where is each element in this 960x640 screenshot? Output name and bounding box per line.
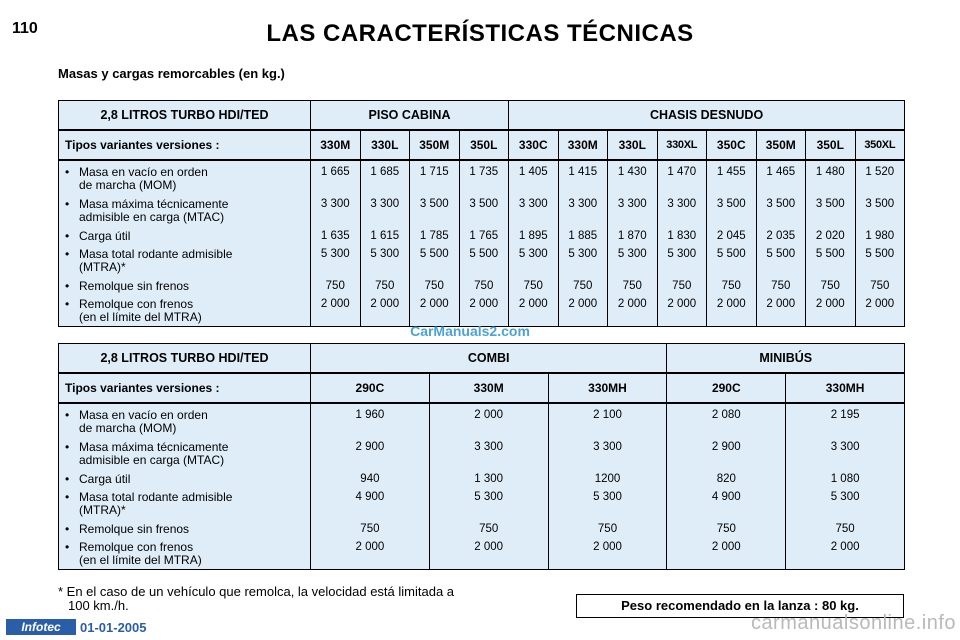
row-header: Tipos variantes versiones :	[59, 130, 311, 160]
column-header: 350L	[459, 130, 509, 160]
bullet-icon: •	[65, 408, 70, 422]
value-cell: 2 000	[865, 298, 895, 310]
group-header: MINIBÚS	[667, 344, 905, 374]
column-header: 350M	[756, 130, 806, 160]
value-cell: 750	[523, 280, 543, 292]
value-cell: 1 685	[370, 166, 400, 178]
row-label	[65, 491, 232, 517]
value-cell: 1 405	[518, 166, 548, 178]
column-header: 330M	[429, 373, 548, 403]
column-header: 330M	[558, 130, 608, 160]
table-body-row	[59, 160, 905, 327]
value-cell: 3 500	[419, 198, 449, 210]
bullet-icon: •	[65, 165, 70, 179]
value-cell: 3 300	[320, 198, 350, 210]
row-label	[65, 198, 228, 224]
column-header: 350C	[707, 130, 757, 160]
value-cell: 1 885	[568, 230, 598, 242]
value-cell: 2 000	[568, 298, 598, 310]
row-label-line: (en el límite del MTRA)	[79, 310, 202, 324]
value-cell: 750	[870, 280, 890, 292]
value-column	[806, 160, 856, 327]
value-cell: 5 300	[370, 248, 400, 260]
value-cell: 2 000	[617, 298, 647, 310]
value-column	[311, 403, 430, 570]
value-column	[360, 160, 410, 327]
row-label-line: (MTRA)*	[79, 503, 126, 517]
table-group-header	[59, 101, 905, 131]
value-cell: 5 500	[469, 248, 499, 260]
table-body-row	[59, 403, 905, 570]
spec-table-chassis	[58, 100, 905, 327]
row-label	[65, 248, 232, 274]
page-title: LAS CARACTERÍSTICAS TÉCNICAS	[266, 20, 694, 47]
column-header: 350XL	[855, 130, 905, 160]
value-cell: 750	[721, 280, 741, 292]
row-label	[65, 473, 130, 486]
footnote-line: * En el caso de un vehículo que remolca, la velocidad está limitada a	[58, 584, 455, 599]
value-cell: 1 785	[419, 230, 449, 242]
watermark-text: CarManuals2.com	[410, 323, 530, 339]
value-cell: 5 300	[320, 248, 350, 260]
value-cell: 750	[424, 280, 444, 292]
value-cell: 1 665	[320, 166, 350, 178]
value-cell: 750	[375, 280, 395, 292]
value-cell: 2 000	[474, 409, 504, 421]
value-cell: 750	[716, 523, 736, 535]
value-cell: 1 715	[419, 166, 449, 178]
value-cell: 750	[835, 523, 855, 535]
column-header: 290C	[667, 373, 786, 403]
bullet-icon: •	[65, 297, 70, 311]
value-cell: 2 000	[370, 298, 400, 310]
value-cell: 3 300	[568, 198, 598, 210]
value-column	[459, 160, 509, 327]
row-header: Tipos variantes versiones :	[59, 373, 311, 403]
engine-label: 2,8 LITROS TURBO HDI/TED	[59, 101, 311, 131]
row-label-line: Remolque con frenos	[79, 540, 194, 554]
value-cell: 3 500	[716, 198, 746, 210]
value-cell: 1 830	[667, 230, 697, 242]
value-column	[608, 160, 658, 327]
row-label-line: Masa en vacío en orden	[79, 165, 208, 179]
value-cell: 750	[597, 523, 618, 535]
value-cell: 5 500	[865, 248, 895, 260]
value-cell: 2 000	[474, 541, 504, 553]
footnote	[58, 585, 548, 613]
value-cell: 4 900	[711, 491, 741, 503]
section-subtitle: Masas y cargas remorcables (en kg.)	[58, 66, 285, 81]
value-cell: 2 045	[716, 230, 746, 242]
value-cell: 2 000	[711, 541, 741, 553]
value-cell: 3 300	[518, 198, 548, 210]
value-cell: 2 000	[320, 298, 350, 310]
value-cell: 5 300	[830, 491, 860, 503]
value-cell: 750	[672, 280, 692, 292]
value-cell: 3 500	[865, 198, 895, 210]
row-label	[65, 230, 130, 243]
row-label-line: Carga útil	[79, 229, 131, 243]
value-cell: 2 900	[711, 441, 741, 453]
row-label-line: Masa máxima técnicamente	[79, 440, 229, 454]
row-label-line: Masa total rodante admisible	[79, 247, 233, 261]
value-cell: 1 430	[617, 166, 647, 178]
row-label-line: admisible en carga (MTAC)	[79, 210, 225, 224]
bullet-icon: •	[65, 472, 70, 486]
value-cell: 1 960	[355, 409, 385, 421]
row-label-line: Remolque sin frenos	[79, 522, 190, 536]
row-label-line: Masa en vacío en orden	[79, 408, 208, 422]
value-cell: 5 300	[568, 248, 598, 260]
row-label-line: (en el límite del MTRA)	[79, 553, 202, 567]
page-number: 110	[12, 20, 38, 37]
bullet-icon: •	[65, 490, 70, 504]
value-cell: 1 080	[830, 473, 860, 485]
row-label	[65, 298, 202, 324]
value-cell: 4 900	[355, 491, 385, 503]
row-label-line: Masa total rodante admisible	[79, 490, 233, 504]
value-cell: 2 900	[355, 441, 385, 453]
row-label-line: Remolque con frenos	[79, 297, 194, 311]
value-cell: 2 000	[469, 298, 499, 310]
value-cell: 2 080	[711, 409, 741, 421]
value-cell: 2 000	[830, 541, 860, 553]
column-header: 290C	[311, 373, 430, 403]
bullet-icon: •	[65, 229, 70, 243]
value-cell: 5 300	[474, 491, 504, 503]
value-cell: 5 500	[419, 248, 449, 260]
column-header: 330MH	[786, 373, 905, 403]
table-column-header	[59, 373, 905, 403]
value-cell: 1 735	[469, 166, 499, 178]
value-cell: 3 500	[469, 198, 499, 210]
value-cell: 3 300	[593, 441, 622, 453]
value-cell: 1 455	[716, 166, 746, 178]
value-cell: 2 100	[593, 409, 622, 421]
row-label	[65, 280, 189, 293]
value-cell: 750	[325, 280, 345, 292]
value-cell: 750	[820, 280, 840, 292]
row-label-line: admisible en carga (MTAC)	[79, 453, 225, 467]
value-cell: 1 520	[865, 166, 895, 178]
value-cell: 1 300	[474, 473, 504, 485]
value-cell: 1 465	[766, 166, 796, 178]
value-cell: 1 870	[617, 230, 647, 242]
column-header: 330L	[608, 130, 658, 160]
bullet-icon: •	[65, 522, 70, 536]
value-column	[786, 403, 905, 570]
bullet-icon: •	[65, 440, 70, 454]
column-header: 330XL	[657, 130, 707, 160]
value-cell: 3 300	[617, 198, 647, 210]
value-column	[509, 160, 559, 327]
value-column	[410, 160, 460, 327]
row-label-line: Masa máxima técnicamente	[79, 197, 229, 211]
value-cell: 2 000	[766, 298, 796, 310]
bullet-icon: •	[65, 247, 70, 261]
value-cell: 2 000	[355, 541, 385, 553]
value-cell: 5 500	[815, 248, 845, 260]
value-cell: 2 000	[593, 541, 622, 553]
row-labels	[59, 160, 311, 327]
value-cell: 2 000	[667, 298, 697, 310]
row-label	[65, 523, 189, 536]
value-cell: 5 300	[518, 248, 548, 260]
value-cell: 2 195	[830, 409, 860, 421]
value-cell: 750	[622, 280, 642, 292]
value-cell: 2 000	[518, 298, 548, 310]
value-cell: 1 415	[568, 166, 598, 178]
value-cell: 3 300	[370, 198, 400, 210]
value-cell: 3 300	[667, 198, 697, 210]
group-header: COMBI	[311, 344, 667, 374]
value-cell: 750	[360, 523, 380, 535]
row-label-line: de marcha (MOM)	[79, 178, 177, 192]
value-cell: 2 000	[419, 298, 449, 310]
value-cell: 5 500	[716, 248, 746, 260]
column-header: 350M	[410, 130, 460, 160]
print-date: 01-01-2005	[80, 620, 147, 635]
value-cell: 820	[716, 473, 736, 485]
value-cell: 1200	[594, 473, 621, 485]
infotec-logo: Infotec	[6, 619, 76, 635]
value-column	[311, 160, 361, 327]
value-cell: 3 300	[474, 441, 504, 453]
value-cell: 750	[573, 280, 593, 292]
engine-label: 2,8 LITROS TURBO HDI/TED	[59, 344, 311, 374]
column-header: 330C	[509, 130, 559, 160]
row-label-line: (MTRA)*	[79, 260, 126, 274]
value-cell: 2 035	[766, 230, 796, 242]
value-cell: 1 615	[370, 230, 400, 242]
value-cell: 1 635	[320, 230, 350, 242]
value-cell: 1 470	[667, 166, 697, 178]
footnote-line: 100 km./h.	[68, 598, 129, 613]
value-cell: 1 895	[518, 230, 548, 242]
column-header: 330L	[360, 130, 410, 160]
spec-table-combi	[58, 343, 905, 570]
row-label	[65, 441, 228, 467]
value-cell: 3 500	[766, 198, 796, 210]
value-cell: 5 300	[617, 248, 647, 260]
bullet-icon: •	[65, 279, 70, 293]
value-cell: 3 500	[815, 198, 845, 210]
value-cell: 1 480	[815, 166, 845, 178]
recommended-drawbar-weight: Peso recomendado en la lanza : 80 kg.	[576, 594, 904, 618]
value-column	[558, 160, 608, 327]
value-column	[548, 403, 667, 570]
bullet-icon: •	[65, 540, 70, 554]
row-label-line: de marcha (MOM)	[79, 421, 177, 435]
value-cell: 750	[474, 280, 494, 292]
value-column	[667, 403, 786, 570]
value-cell: 750	[771, 280, 791, 292]
row-label	[65, 166, 208, 192]
value-column	[756, 160, 806, 327]
table-group-header	[59, 344, 905, 374]
row-label	[65, 541, 202, 567]
row-label-line: Remolque sin frenos	[79, 279, 190, 293]
row-labels	[59, 403, 311, 570]
value-column	[657, 160, 707, 327]
value-cell: 940	[360, 473, 380, 485]
value-column	[707, 160, 757, 327]
value-cell: 3 300	[830, 441, 860, 453]
value-column	[429, 403, 548, 570]
value-cell: 5 300	[667, 248, 697, 260]
value-cell: 5 500	[766, 248, 796, 260]
row-label	[65, 409, 208, 435]
value-cell: 1 980	[865, 230, 895, 242]
row-label-line: Carga útil	[79, 472, 131, 486]
group-header: PISO CABINA	[311, 101, 509, 131]
value-column	[855, 160, 905, 327]
value-cell: 2 020	[815, 230, 845, 242]
table-column-header	[59, 130, 905, 160]
value-cell: 5 300	[593, 491, 622, 503]
watermark-text: carmanualsonline.info	[750, 612, 956, 634]
bullet-icon: •	[65, 197, 70, 211]
column-header: 330MH	[548, 373, 667, 403]
value-cell: 1 765	[469, 230, 499, 242]
group-header: CHASIS DESNUDO	[509, 101, 905, 131]
value-cell: 750	[479, 523, 499, 535]
column-header: 350L	[806, 130, 856, 160]
value-cell: 2 000	[815, 298, 845, 310]
column-header: 330M	[311, 130, 361, 160]
value-cell: 2 000	[716, 298, 746, 310]
